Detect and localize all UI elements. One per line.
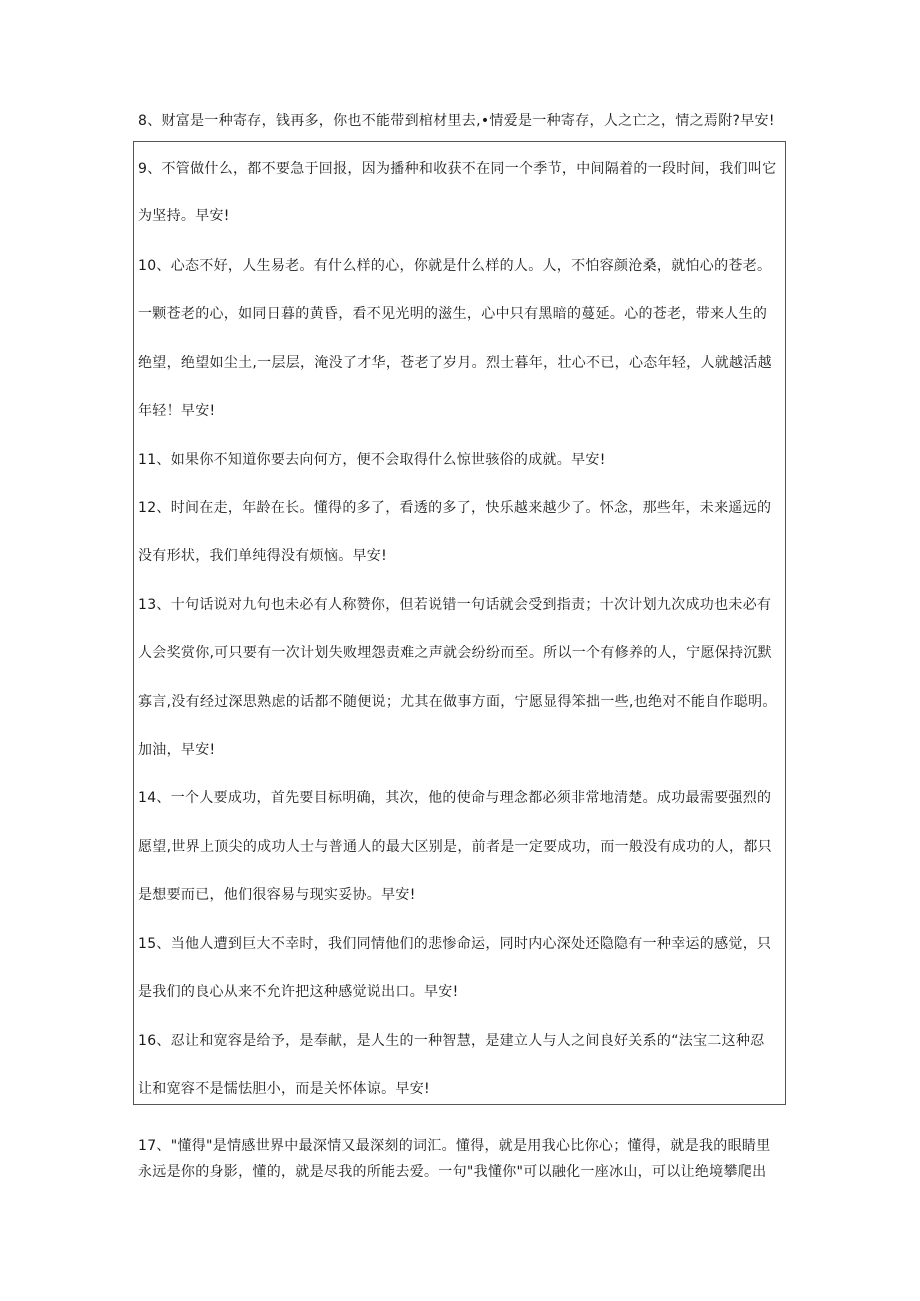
paragraph-13-line-2: 人会奖赏你,可只要有一次计划失败埋怨责难之声就会纷纷而至。所以一个有修养的人，宁愿保持沉默 <box>138 645 772 661</box>
paragraph-17-line-1: 17、"懂得"是情感世界中最深情又最深刻的词汇。懂得，就是用我心比你心；懂得，就是我的眼睛里 <box>138 1138 771 1154</box>
paragraph-16-line-2: 让和宽容不是懦怯胆小，而是关怀体谅。早安! <box>138 1081 430 1097</box>
paragraph-9-line-1: 9、不管做什么，都不要急于回报，因为播种和收获不在同一个季节，中间隔着的一段时间，我们叫它 <box>138 161 777 177</box>
paragraph-12-line-2: 没有形状，我们单纯得没有烦恼。早安! <box>138 548 388 564</box>
paragraph-13-line-4: 加油，早安! <box>138 742 216 758</box>
paragraph-17-line-2: 永远是你的身影，懂的，就是尽我的所能去爱。一句"我懂你"可以融化一座冰山，可以让绝境攀爬出 <box>138 1164 767 1180</box>
paragraph-13-line-3: 寡言,没有经过深思熟虑的话都不随便说；尤其在做事方面，宁愿显得笨拙一些,也绝对不能自作聪明。 <box>138 694 777 710</box>
paragraph-14-line-2: 愿望,世界上顶尖的成功人士与普通人的最大区别是，前者是一定要成功，而一般没有成功的人，都只 <box>138 839 772 855</box>
paragraph-15-line-1: 15、当他人遭到巨大不幸时，我们同情他们的悲惨命运，同时内心深处还隐隐有一种幸运的感觉，只 <box>138 936 772 952</box>
paragraph-15-line-2: 是我们的良心从来不允许把这种感觉说出口。早安! <box>138 984 459 1000</box>
paragraph-10-line-1: 10、心态不好，人生易老。有什么样的心，你就是什么样的人。人，不怕容颜沧桑，就怕心的苍老。 <box>138 258 772 274</box>
bordered-text-box <box>133 141 786 1105</box>
paragraph-16-line-1: 16、忍让和宽容是给予，是奉献，是人生的一种智慧，是建立人与人之间良好关系的“法宝二这种忍 <box>138 1033 765 1049</box>
paragraph-10-line-3: 绝望，绝望如尘土,一层层，淹没了才华，苍老了岁月。烈士暮年，壮心不已，心态年轻，人就越活越 <box>138 355 772 371</box>
paragraph-12-line-1: 12、时间在走，年龄在长。懂得的多了，看透的多了，快乐越来越少了。怀念，那些年，未来遥远的 <box>138 500 772 516</box>
paragraph-13-line-1: 13、十句话说对九句也未必有人称赞你，但若说错一句话就会受到指责；十次计划九次成功也未必有 <box>138 597 772 613</box>
paragraph-10-line-2: 一颗苍老的心，如同日暮的黄昏，看不见光明的滋生，心中只有黑暗的蔓延。心的苍老，带来人生的 <box>138 306 768 322</box>
paragraph-11-line-1: 11、如果你不知道你要去向何方，便不会取得什么惊世骇俗的成就。早安! <box>138 452 606 468</box>
paragraph-10-line-4: 年轻！早安! <box>138 403 216 419</box>
paragraph-8-line-1: 8、财富是一种寄存，钱再多，你也不能带到棺材里去,•情爱是一种寄存，人之亡之，情之焉附?早安! <box>138 113 775 129</box>
paragraph-9-line-2: 为坚持。早安! <box>138 208 230 224</box>
paragraph-14-line-1: 14、一个人要成功，首先要目标明确，其次，他的使命与理念都必须非常地清楚。成功最需要强烈的 <box>138 790 772 806</box>
paragraph-14-line-3: 是想要而已，他们很容易与现实妥协。早安! <box>138 887 416 903</box>
